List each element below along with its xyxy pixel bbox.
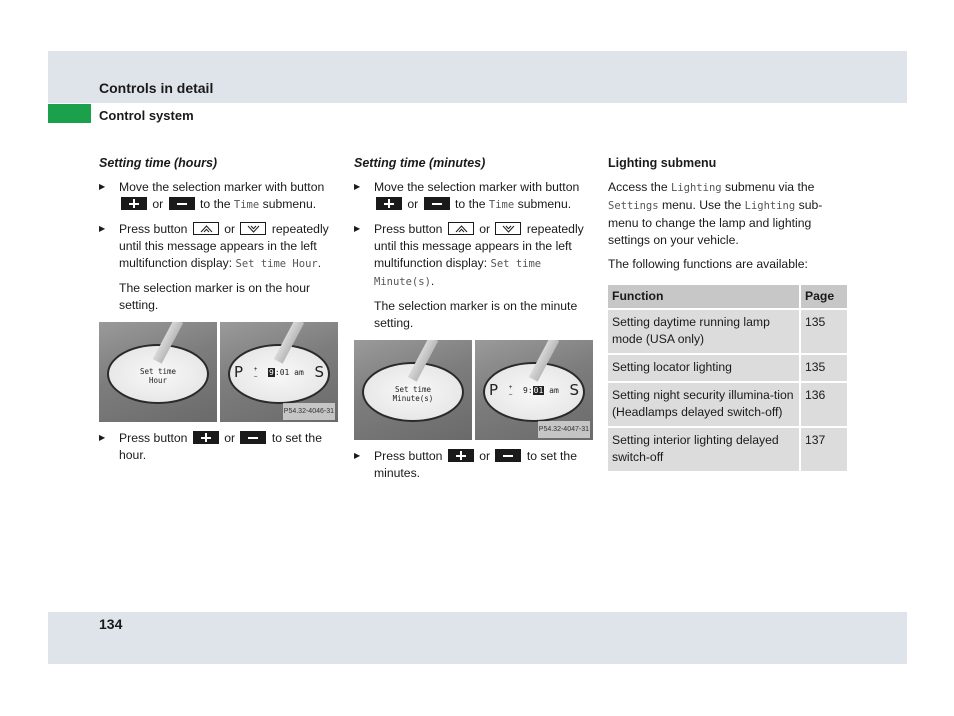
column-heading: Setting time (hours) bbox=[99, 156, 218, 170]
display-photo-hour-readout: P + − 9:01 am S P54.32-4046-31 bbox=[220, 322, 338, 422]
bullet-triangle-icon: ▶ bbox=[354, 451, 361, 460]
table-cell: 137 bbox=[799, 426, 847, 471]
display-text: Set time Hour bbox=[235, 258, 318, 270]
table-header: Page bbox=[799, 285, 847, 308]
section-title: Controls in detail bbox=[99, 80, 214, 96]
up-button-icon bbox=[448, 222, 474, 235]
table-header: Function bbox=[608, 285, 799, 308]
table-cell: Setting interior lighting delayed switch-off bbox=[608, 426, 799, 471]
intro-paragraph: Access the Lighting submenu via the Settings menu. Use the Lighting sub-menu to change the lamp and lighting settings on your vehicle. bbox=[608, 180, 823, 247]
display-photo-set-time-hour: Set time Hour bbox=[99, 322, 217, 422]
plus-button-icon bbox=[376, 197, 402, 210]
functions-table bbox=[608, 285, 847, 471]
table-cell: Setting daytime running lamp mode (USA only) bbox=[608, 308, 799, 353]
column-setting-minutes bbox=[354, 155, 594, 489]
table-cell: Setting night security illumina-tion (Headlamps delayed switch-off) bbox=[608, 381, 799, 426]
plus-button-icon bbox=[448, 449, 474, 462]
bullet-triangle-icon: ▶ bbox=[354, 182, 361, 191]
column-lighting-submenu bbox=[608, 155, 848, 471]
image-code: P54.32-4047-31 bbox=[538, 421, 590, 438]
instruction-step: ▶ Press button or to set the minutes. bbox=[354, 449, 577, 480]
instruction-step: ▶ Move the selection marker with button or to the Time submenu. bbox=[354, 180, 580, 211]
bullet-triangle-icon: ▶ bbox=[99, 224, 106, 233]
image-code: P54.32-4046-31 bbox=[283, 403, 335, 420]
minus-button-icon bbox=[424, 197, 450, 210]
minus-button-icon bbox=[169, 197, 195, 210]
down-button-icon bbox=[240, 222, 266, 235]
instruction-step: ▶ Press button or to set the hour. bbox=[99, 431, 322, 462]
note-text: The selection marker is on the hour setting. bbox=[119, 281, 311, 312]
instruction-step: ▶ Press button or repeatedly until this message appears in the left multifunction display: Set time Minute(s). bbox=[354, 222, 584, 288]
instruction-step: ▶ Press button or repeatedly until this message appears in the left multifunction display: Set time Hour. bbox=[99, 222, 329, 270]
table-cell: Setting locator lighting bbox=[608, 353, 799, 381]
instruction-step: ▶ Move the selection marker with button or to the Time submenu. bbox=[99, 180, 325, 211]
column-heading: Lighting submenu bbox=[608, 156, 717, 170]
table-cell: 135 bbox=[799, 353, 847, 381]
table-row bbox=[608, 381, 847, 426]
subsection-title: Control system bbox=[99, 108, 194, 123]
display-text: Time bbox=[233, 199, 260, 211]
plus-button-icon bbox=[193, 431, 219, 444]
table-cell: 135 bbox=[799, 308, 847, 353]
plus-button-icon bbox=[121, 197, 147, 210]
page-number: 134 bbox=[99, 616, 123, 632]
section-marker-tab bbox=[48, 104, 91, 123]
bullet-triangle-icon: ▶ bbox=[354, 224, 361, 233]
down-button-icon bbox=[495, 222, 521, 235]
display-photo-minute-readout: P + − 9:01 am S P54.32-4047-31 bbox=[475, 340, 593, 440]
table-header-row bbox=[608, 285, 847, 308]
minus-button-icon bbox=[495, 449, 521, 462]
column-setting-hours bbox=[99, 155, 339, 471]
minus-button-icon bbox=[240, 431, 266, 444]
available-text: The following functions are available: bbox=[608, 257, 808, 271]
table-cell: 136 bbox=[799, 381, 847, 426]
table-row bbox=[608, 426, 847, 471]
column-heading: Setting time (minutes) bbox=[354, 156, 486, 170]
display-photo-set-time-minutes: Set time Minute(s) bbox=[354, 340, 472, 440]
bullet-triangle-icon: ▶ bbox=[99, 182, 106, 191]
up-button-icon bbox=[193, 222, 219, 235]
note-text: The selection marker is on the minute setting. bbox=[374, 299, 578, 330]
display-text: Set time Minute(s) bbox=[374, 258, 542, 288]
table-row bbox=[608, 308, 847, 353]
display-text: Time bbox=[488, 199, 515, 211]
display-photos bbox=[354, 340, 594, 440]
table-row bbox=[608, 353, 847, 381]
bullet-triangle-icon: ▶ bbox=[99, 433, 106, 442]
footer-band bbox=[48, 612, 907, 664]
display-photos bbox=[99, 322, 339, 422]
